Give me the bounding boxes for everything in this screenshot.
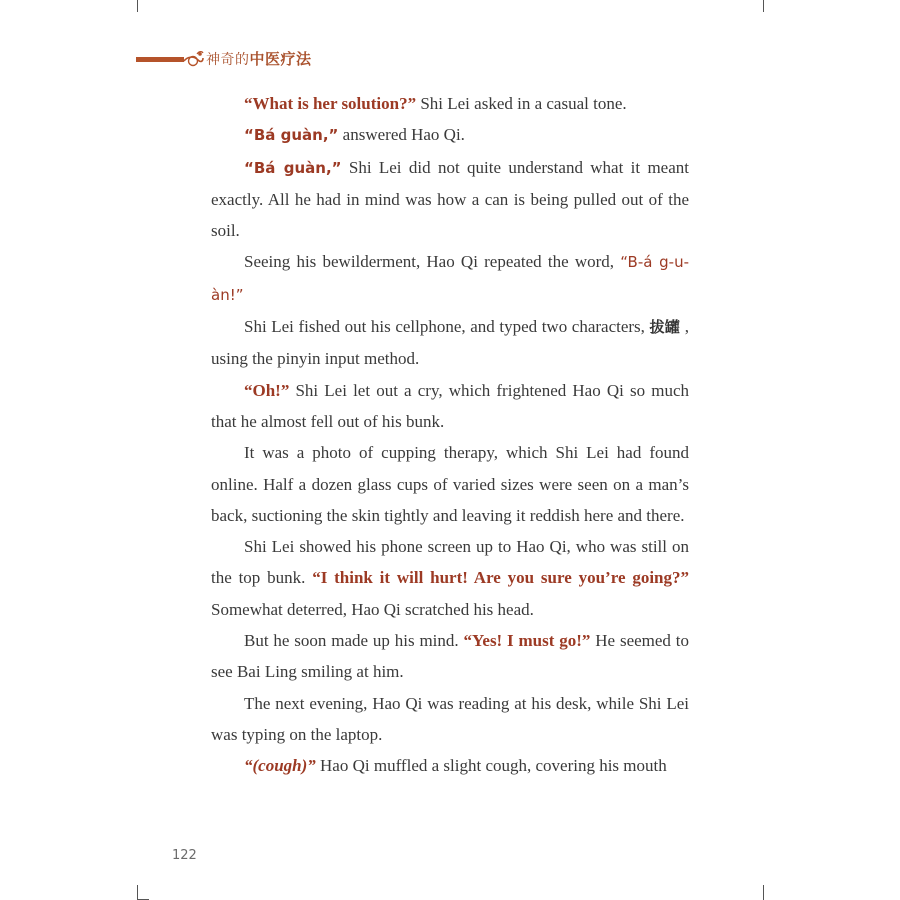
paragraph: “(cough)” Hao Qi muffled a slight cough, covering his mouth xyxy=(244,756,667,776)
header-accent-bar xyxy=(136,57,184,62)
crop-mark-top-right-vertical xyxy=(763,0,764,12)
paragraph: Shi Lei showed his phone screen up to Hao Qi, who was still on the top bunk. “I think it will hurt! Are you sure you’re going?” Somewhat deterred, Hao Qi scratched his head. xyxy=(211,537,689,619)
paragraph: Shi Lei fished out his cellphone, and typed two characters, 拔罐 , using the pinyin input method. xyxy=(211,317,689,369)
crop-mark-bottom-right-vertical xyxy=(763,885,764,900)
crop-mark-top-left-vertical xyxy=(137,0,138,12)
paragraph: But he soon made up his mind. “Yes! I must go!” He seemed to see Bai Ling smiling at him. xyxy=(211,631,689,682)
book-title: 神奇的中医疗法 xyxy=(206,50,312,68)
paragraph: It was a photo of cupping therapy, which Shi Lei had found online. Half a dozen glass cups of varied sizes were seen on a man’s back, suctioning the skin tightly and leaving it reddish here and there. xyxy=(211,443,689,525)
paragraph: “Bá guàn,” answered Hao Qi. xyxy=(244,125,465,145)
paragraph: “What is her solution?” Shi Lei asked in a casual tone. xyxy=(244,94,627,113)
body-text xyxy=(211,88,689,782)
paragraph: Seeing his bewilderment, Hao Qi repeated the word, “B-á g-u-àn!” xyxy=(211,252,690,304)
crop-mark-bottom-left-vertical xyxy=(137,885,138,900)
page-number: 122 xyxy=(172,848,197,863)
paragraph: “Bá guàn,” Shi Lei did not quite understand what it meant exactly. All he had in mind was how a can is being pulled out of the soil. xyxy=(211,157,689,241)
gourd-ornament-icon xyxy=(182,48,206,72)
running-header xyxy=(136,46,456,74)
paragraph: The next evening, Hao Qi was reading at his desk, while Shi Lei was typing on the laptop. xyxy=(211,693,689,744)
paragraph: “Oh!” Shi Lei let out a cry, which frightened Hao Qi so much that he almost fell out of his bunk. xyxy=(211,380,689,431)
